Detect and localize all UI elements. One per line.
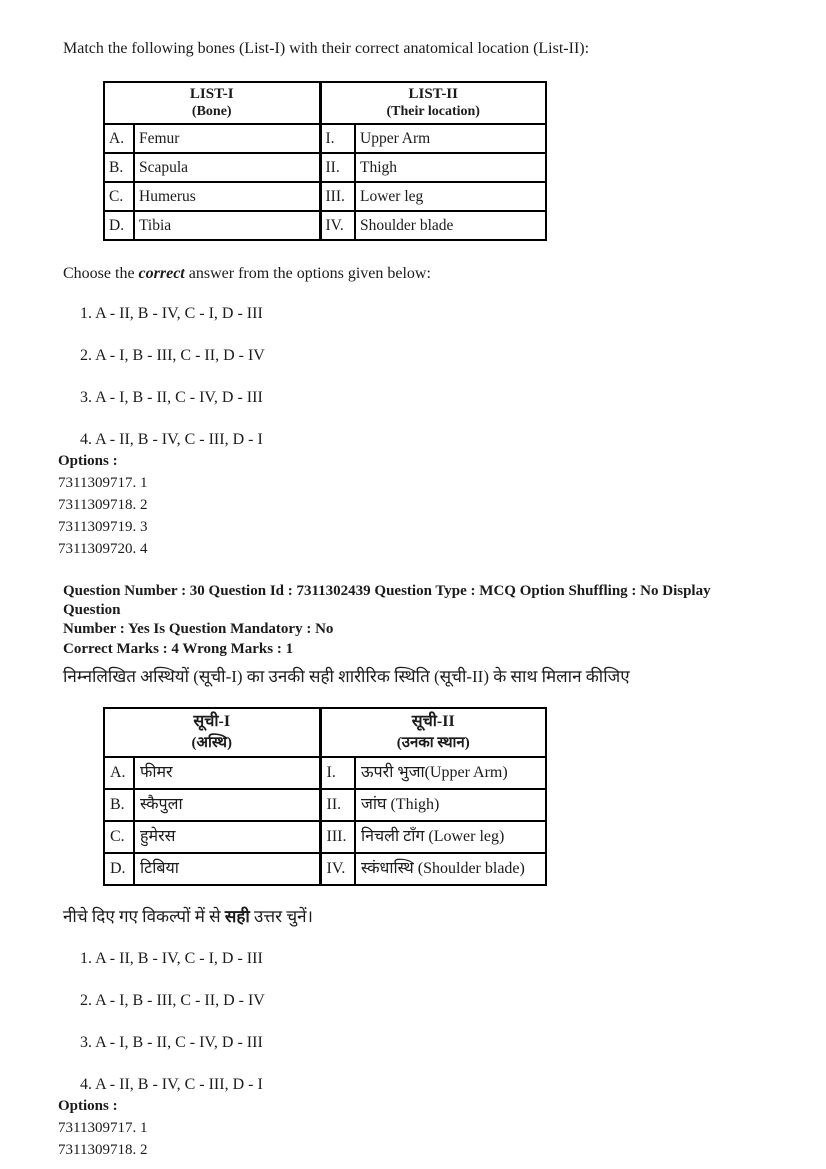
bone-name: Scapula bbox=[134, 153, 320, 182]
list1-header-hi bbox=[104, 708, 320, 757]
match-table-hi bbox=[103, 707, 547, 886]
table-row bbox=[104, 182, 546, 211]
row-numeral: II. bbox=[320, 789, 355, 821]
choose-suffix-en: answer from the options given below: bbox=[184, 265, 431, 282]
row-numeral: I. bbox=[320, 124, 355, 153]
answer-options-hi bbox=[63, 948, 768, 1096]
bone-name: स्कैपुला bbox=[134, 789, 320, 821]
row-key: A. bbox=[104, 124, 134, 153]
answer-option-2: 2. A - I, B - III, C - II, D - IV bbox=[80, 992, 265, 1009]
option-id-line: 7311309718. 2 bbox=[58, 497, 148, 513]
choose-suffix-hi: उत्तर चुनें। bbox=[249, 907, 313, 926]
list2-header-hi bbox=[320, 708, 546, 757]
answer-options-en bbox=[63, 303, 768, 451]
table-row bbox=[104, 124, 546, 153]
bone-name: Tibia bbox=[134, 211, 320, 240]
table-header-row-en bbox=[104, 82, 546, 124]
row-numeral: III. bbox=[320, 182, 355, 211]
answer-option-4: 4. A - II, B - IV, C - III, D - I bbox=[80, 431, 263, 448]
location-name: ऊपरी भुजा(Upper Arm) bbox=[355, 757, 546, 789]
list1-subtitle-hi: (अस्थि) bbox=[191, 735, 232, 751]
bone-name: Humerus bbox=[134, 182, 320, 211]
match-table-en bbox=[103, 81, 547, 241]
question-text-en: Match the following bones (List-I) with their correct anatomical location (List-II): bbox=[63, 40, 590, 57]
option-id-line: 7311309718. 2 bbox=[58, 1142, 148, 1158]
table-row bbox=[104, 153, 546, 182]
location-name: जांघ (Thigh) bbox=[355, 789, 546, 821]
location-name: Shoulder blade bbox=[355, 211, 546, 240]
table-row bbox=[104, 853, 546, 885]
option-id-line: 7311309719. 3 bbox=[58, 519, 148, 535]
choose-emphasis-hi: सही bbox=[224, 907, 250, 926]
answer-option-3: 3. A - I, B - II, C - IV, D - III bbox=[80, 389, 263, 406]
bone-name: हुमेरस bbox=[134, 821, 320, 853]
table-row bbox=[104, 757, 546, 789]
row-numeral: IV. bbox=[320, 853, 355, 885]
row-key: D. bbox=[104, 853, 134, 885]
row-key: C. bbox=[104, 821, 134, 853]
list1-header-en bbox=[104, 82, 320, 124]
list2-title-en: LIST-II bbox=[408, 86, 458, 102]
choose-prefix-en: Choose the bbox=[63, 265, 139, 282]
list2-title-hi: सूची-II bbox=[411, 713, 455, 730]
row-key: D. bbox=[104, 211, 134, 240]
list2-subtitle-en: (Their location) bbox=[386, 104, 480, 119]
answer-option-2: 2. A - I, B - III, C - II, D - IV bbox=[80, 347, 265, 364]
question-text-hi: निम्नलिखित अस्थियों (सूची-I) का उनकी सही शारीरिक स्थिति (सूची-II) के साथ मिलान कीजिए bbox=[63, 667, 630, 686]
row-numeral: II. bbox=[320, 153, 355, 182]
options-label-hi: Options : bbox=[58, 1098, 118, 1114]
list2-header-en bbox=[320, 82, 546, 124]
choose-instruction-en bbox=[63, 263, 768, 285]
list1-title-hi: सूची-I bbox=[193, 713, 231, 730]
bone-name: Femur bbox=[134, 124, 320, 153]
question-metadata bbox=[63, 582, 768, 659]
list1-title-en: LIST-I bbox=[189, 86, 234, 102]
option-id-line: 7311309717. 1 bbox=[58, 475, 148, 491]
option-id-line: 7311309720. 4 bbox=[58, 541, 148, 557]
table-row bbox=[104, 789, 546, 821]
location-name: Upper Arm bbox=[355, 124, 546, 153]
answer-option-1: 1. A - II, B - IV, C - I, D - III bbox=[80, 305, 263, 322]
location-name: Lower leg bbox=[355, 182, 546, 211]
bone-name: टिबिया bbox=[134, 853, 320, 885]
metadata-line-2: Number : Yes Is Question Mandatory : No bbox=[63, 621, 334, 637]
row-numeral: IV. bbox=[320, 211, 355, 240]
bone-name: फीमर bbox=[134, 757, 320, 789]
row-key: B. bbox=[104, 789, 134, 821]
row-numeral: III. bbox=[320, 821, 355, 853]
location-name: निचली टाँग (Lower leg) bbox=[355, 821, 546, 853]
table-row bbox=[104, 821, 546, 853]
option-id-line: 7311309717. 1 bbox=[58, 1120, 148, 1136]
choose-prefix-hi: नीचे दिए गए विकल्पों में से bbox=[63, 907, 225, 926]
metadata-line-1: Question Number : 30 Question Id : 7311302439 Question Type : MCQ Option Shuffling : No Display Question bbox=[63, 583, 711, 618]
row-key: C. bbox=[104, 182, 134, 211]
location-name: Thigh bbox=[355, 153, 546, 182]
answer-option-1: 1. A - II, B - IV, C - I, D - III bbox=[80, 950, 263, 967]
choose-instruction-hi bbox=[63, 904, 768, 930]
answer-option-3: 3. A - I, B - II, C - IV, D - III bbox=[80, 1034, 263, 1051]
location-name: स्कंधास्थि (Shoulder blade) bbox=[355, 853, 546, 885]
row-key: A. bbox=[104, 757, 134, 789]
options-label-en: Options : bbox=[58, 453, 118, 469]
choose-emphasis-en: correct bbox=[138, 265, 185, 282]
table-row bbox=[104, 211, 546, 240]
row-key: B. bbox=[104, 153, 134, 182]
answer-option-4: 4. A - II, B - IV, C - III, D - I bbox=[80, 1076, 263, 1093]
list2-subtitle-hi: (उनका स्थान) bbox=[396, 735, 470, 751]
table-header-row-hi bbox=[104, 708, 546, 757]
row-numeral: I. bbox=[320, 757, 355, 789]
marks-line: Correct Marks : 4 Wrong Marks : 1 bbox=[63, 641, 294, 657]
list1-subtitle-en: (Bone) bbox=[191, 104, 232, 119]
